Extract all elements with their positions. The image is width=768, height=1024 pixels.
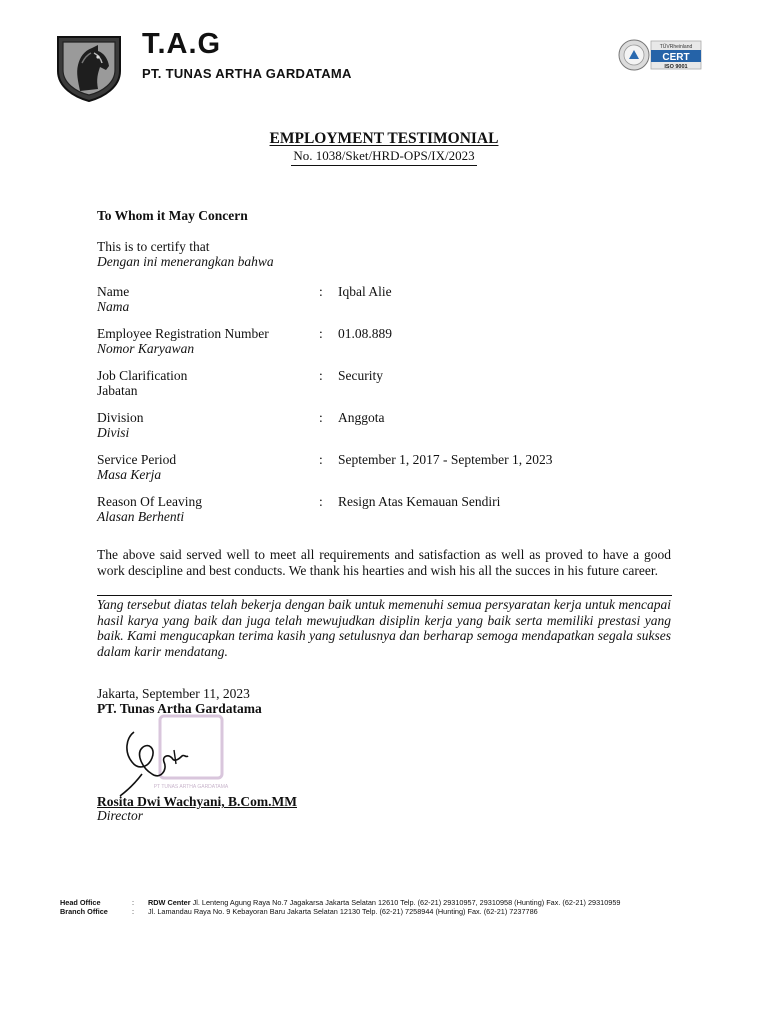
iso-cert-badge bbox=[617, 38, 703, 72]
field-label-id: Jabatan bbox=[97, 383, 138, 398]
svg-text:TÜVRheinland: TÜVRheinland bbox=[659, 44, 693, 50]
field-label: Employee Registration Number bbox=[97, 326, 269, 341]
footer-head-office: Head Office : RDW Center Jl. Lenteng Agung Raya No.7 Jagakarsa Jakarta Selatan 12610 Telp. (62-21) 29310957, 29310958 (Hunting) Fax. (62-21) 29310959 bbox=[60, 898, 621, 907]
signer-name: Rosita Dwi Wachyani, B.Com.MM bbox=[97, 794, 298, 809]
field-label: Division bbox=[97, 410, 144, 425]
signature-stamp bbox=[112, 712, 232, 802]
place-date: Jakarta, September 11, 2023 bbox=[97, 686, 250, 701]
divider bbox=[97, 595, 672, 596]
company-name: PT. Tunas Artha Gardatama bbox=[97, 701, 262, 716]
document-title: EMPLOYMENT TESTIMONIAL bbox=[269, 130, 499, 147]
field-separator: : bbox=[319, 494, 323, 509]
testimonial-paragraph-en: The above said served well to meet all requirements and satisfaction as well as proved to have a good work descipline and best conducts. We thank his hearties and wish his all the succes in his future career. bbox=[97, 547, 671, 578]
field-label-id: Divisi bbox=[97, 425, 130, 440]
svg-text:ISO 9001: ISO 9001 bbox=[664, 64, 688, 70]
field-value: Resign Atas Kemauan Sendiri bbox=[338, 494, 501, 509]
field-label-id: Alasan Berhenti bbox=[97, 509, 185, 524]
field-separator: : bbox=[319, 368, 323, 383]
salutation: To Whom it May Concern bbox=[97, 208, 248, 223]
signer-title: Director bbox=[97, 808, 143, 823]
head-office-address: Jl. Lenteng Agung Raya No.7 Jagakarsa Jakarta Selatan 12610 Telp. (62-21) 29310957, 29310958 (Hunting) Fax. (62-21) 29310959 bbox=[192, 898, 621, 907]
field-value: Security bbox=[338, 368, 383, 383]
field-label-id: Nama bbox=[97, 299, 130, 314]
certify-statement: This is to certify that bbox=[97, 239, 210, 254]
brand-title: T.A.G bbox=[142, 28, 222, 60]
field-separator: : bbox=[319, 452, 323, 467]
brand-subtitle: PT. TUNAS ARTHA GARDATAMA bbox=[142, 66, 352, 81]
field-label-id: Masa Kerja bbox=[97, 467, 162, 482]
document-number: No. 1038/Sket/HRD-OPS/IX/2023 bbox=[0, 148, 768, 166]
field-value: September 1, 2017 - September 1, 2023 bbox=[338, 452, 553, 467]
field-label: Service Period bbox=[97, 452, 177, 467]
field-separator: : bbox=[319, 326, 323, 341]
field-value: 01.08.889 bbox=[338, 326, 392, 341]
branch-office-address: Jl. Lamandau Raya No. 9 Kebayoran Baru Jakarta Selatan 12130 Telp. (62-21) 7258944 (Hunting) Fax. (62-21) 7237786 bbox=[148, 907, 538, 916]
horse-head-shield-icon bbox=[54, 33, 124, 103]
field-separator: : bbox=[319, 410, 323, 425]
head-office-label: Head Office bbox=[60, 898, 101, 907]
branch-office-label: Branch Office bbox=[60, 907, 108, 916]
head-office-name: RDW Center bbox=[148, 898, 191, 907]
field-label: Reason Of Leaving bbox=[97, 494, 202, 509]
field-label-id: Nomor Karyawan bbox=[97, 341, 195, 356]
testimonial-paragraph-id: Yang tersebut diatas telah bekerja dengan baik untuk memenuhi semua persyaratan kerja untuk mencapai hasil karya yang baik dan juga telah mewujudkan disiplin kerja yang baik serta memiliki prestasi yang baik. Kami mengucapkan terima kasih yang setulusnya dan berharap semoga mendapatkan segala sukses dalam karir mendatang. bbox=[97, 597, 671, 659]
svg-text:PT TUNAS ARTHA GARDATAMA: PT TUNAS ARTHA GARDATAMA bbox=[153, 784, 229, 790]
field-separator: : bbox=[319, 284, 323, 299]
field-label: Job Clarification bbox=[97, 368, 188, 383]
field-value: Anggota bbox=[338, 410, 385, 425]
field-value: Iqbal Alie bbox=[338, 284, 392, 299]
field-label: Name bbox=[97, 284, 130, 299]
svg-text:CERT: CERT bbox=[662, 52, 690, 63]
certify-statement-id: Dengan ini menerangkan bahwa bbox=[97, 254, 274, 269]
footer-branch-office: Branch Office : Jl. Lamandau Raya No. 9 Kebayoran Baru Jakarta Selatan 12130 Telp. (62-21) 7258944 (Hunting) Fax. (62-21) 7237786 bbox=[60, 907, 538, 916]
